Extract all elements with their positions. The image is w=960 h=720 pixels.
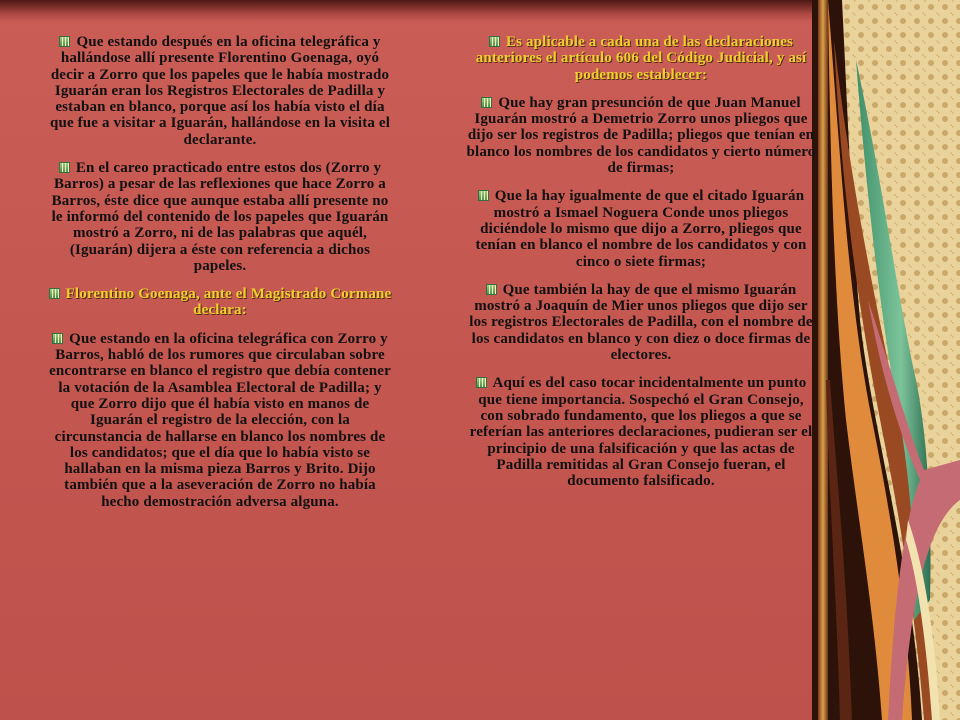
striped-square-bullet-icon (476, 377, 487, 388)
highlighted-heading (466, 34, 816, 83)
highlighted-heading (45, 286, 395, 319)
striped-square-bullet-icon (486, 284, 497, 295)
paragraph-text: Aquí es del caso tocar incidentalmente un punto que tiene importancia. Sospechó el Gran Consejo, con sobrado fundamento, que los pliegos a que se referían las anteriores declaraciones, pudieran ser el principio de una falsificación y que las actas de Padilla remitidas al Gran Consejo fueran, el documento falsificado. (469, 375, 813, 490)
striped-square-bullet-icon (49, 288, 60, 299)
paragraph (45, 34, 395, 148)
heading-text: Florentino Goenaga, ante el Magistrado Cormane declara: (65, 286, 392, 319)
paragraph (466, 282, 816, 363)
paragraph-text: Que la hay igualmente de que el citado Iguarán mostró a Ismael Noguera Conde unos pliegos diciéndole lo mismo que dijo a Zorro, pliegos que tenían en blanco el nombre de los candidatos y con cinco o siete firmas; (475, 188, 807, 270)
paragraph-text: En el careo practicado entre estos dos (Zorro y Barros) a pesar de las reflexiones que hace Zorro a Barros, éste dice que aunque estaba allí presente no le informó del contenido de los papeles que Iguarán mostró a Zorro, ni de las palabras que aquél, (Iguarán) dijera a éste con referencia a dichos papeles. (51, 160, 389, 274)
paragraph-text: Que estando después en la oficina telegráfica y hallándose allí presente Florentino Goenaga, oyó decir a Zorro que los papeles que le había mostrado Iguarán eran los Registros Electorales de Padilla y estaban en blanco, porque así los había visto el día que fue a visitar a Iguarán, hallándose en la visita el declarante. (49, 34, 391, 148)
striped-square-bullet-icon (52, 333, 63, 344)
paragraph-text: Que también la hay de que el mismo Iguarán mostró a Joaquín de Mier unos pliegos que dijo ser los registros Electorales de Padilla, con el nombre de los candidatos en blanco y con diez o doce firmas de electores. (469, 281, 813, 364)
striped-square-bullet-icon (481, 97, 492, 108)
striped-square-bullet-icon (489, 36, 500, 47)
left-column (45, 34, 395, 522)
paragraph (466, 95, 816, 176)
botanical-decoration-image (812, 0, 960, 720)
striped-square-bullet-icon (59, 36, 70, 47)
paragraph (45, 160, 395, 274)
paragraph (466, 375, 816, 489)
top-shadow (0, 0, 822, 22)
striped-square-bullet-icon (478, 190, 489, 201)
paragraph-text: Que estando en la oficina telegráfica con Zorro y Barros, habló de los rumores que circulaban sobre encontrarse en blanco el registro que debía contener la votación de la Asamblea Electoral de Padilla; y que Zorro dijo que él había visto en manos de Iguarán el registro de la elección, con la circunstancia de hallarse en blanco los nombres de los candidatos; que el día que lo había visto se hallaban en la misma pieza Barros y Brito. Dijo también que a la aseveración de Zorro no había hecho demostración adversa alguna. (49, 330, 391, 510)
striped-square-bullet-icon (59, 162, 70, 173)
right-column (466, 34, 816, 501)
paragraph (466, 188, 816, 269)
heading-text: Es aplicable a cada una de las declaraciones anteriores el artículo 606 del Código Judicial, y así podemos establecer: (475, 34, 807, 83)
paragraph (45, 331, 395, 510)
paragraph-text: Que hay gran presunción de que Juan Manuel Iguarán mostró a Demetrio Zorro unos pliegos que dijo ser los registros de Padilla; pliegos que tenían en blanco los nombres de los candidatos y cierto número de firmas; (466, 94, 816, 177)
